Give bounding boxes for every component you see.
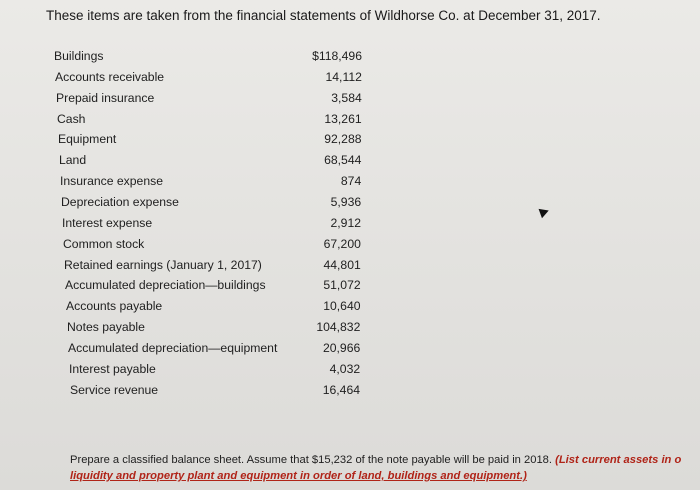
item-row <box>0 234 700 254</box>
item-label: Depreciation expense <box>61 194 179 209</box>
item-label: Interest expense <box>62 215 153 230</box>
item-value: 44,801 <box>323 257 361 272</box>
item-value: $118,496 <box>312 49 362 63</box>
item-row <box>0 359 700 379</box>
item-value: 874 <box>340 174 362 189</box>
item-label: Cash <box>57 111 86 126</box>
item-label: Interest payable <box>69 361 156 376</box>
instructions-text: Prepare a classified balance sheet. Assume that $15,232 of the note payable will be paid in 2018. <box>70 454 553 466</box>
item-value: 16,464 <box>322 382 360 397</box>
item-row <box>0 275 700 295</box>
instructions-note-part1: (List current assets in o <box>555 454 682 466</box>
item-row <box>0 88 700 108</box>
item-label: Accumulated depreciation—equipment <box>68 340 278 355</box>
item-row <box>0 171 700 191</box>
item-row <box>0 296 700 316</box>
item-value: 67,200 <box>323 236 361 251</box>
item-row <box>0 67 700 87</box>
instructions-note-part2: liquidity and property plant and equipment in order of land, buildings and equipment.) <box>70 470 527 482</box>
item-label: Accounts receivable <box>55 69 165 84</box>
problem-heading: These items are taken from the financial statements of Wildhorse Co. at December 31, 2017. <box>46 8 601 23</box>
item-row <box>0 109 700 129</box>
item-row <box>0 338 700 358</box>
item-row <box>0 129 700 149</box>
instructions-line-1 <box>70 452 696 468</box>
item-value: 14,112 <box>325 69 362 84</box>
item-value: 5,936 <box>330 194 362 209</box>
item-value: 3,584 <box>331 90 362 105</box>
item-value: 92,288 <box>324 132 362 147</box>
item-value: 104,832 <box>316 320 361 335</box>
item-row <box>0 255 700 275</box>
item-label: Buildings <box>54 49 104 63</box>
item-value: 4,032 <box>329 361 361 376</box>
item-value: 10,640 <box>323 299 361 314</box>
item-label: Accounts payable <box>66 299 163 314</box>
item-label: Common stock <box>63 236 145 251</box>
item-value: 51,072 <box>323 278 361 293</box>
item-row <box>0 317 700 337</box>
item-row <box>0 213 700 233</box>
item-value: 13,261 <box>324 111 362 126</box>
item-label: Land <box>59 153 87 168</box>
item-label: Accumulated depreciation—buildings <box>65 278 266 293</box>
instructions <box>70 452 696 484</box>
item-row <box>0 150 700 170</box>
item-label: Retained earnings (January 1, 2017) <box>64 257 262 272</box>
item-label: Service revenue <box>70 382 159 397</box>
item-label: Equipment <box>58 132 117 147</box>
item-label: Prepaid insurance <box>56 90 155 105</box>
item-row <box>0 380 700 400</box>
item-row <box>0 46 700 66</box>
item-row <box>0 192 700 212</box>
item-value: 20,966 <box>322 340 361 355</box>
item-value: 68,544 <box>324 153 362 168</box>
item-label: Insurance expense <box>60 174 163 189</box>
item-value: 2,912 <box>330 215 361 230</box>
item-label: Notes payable <box>67 320 145 335</box>
